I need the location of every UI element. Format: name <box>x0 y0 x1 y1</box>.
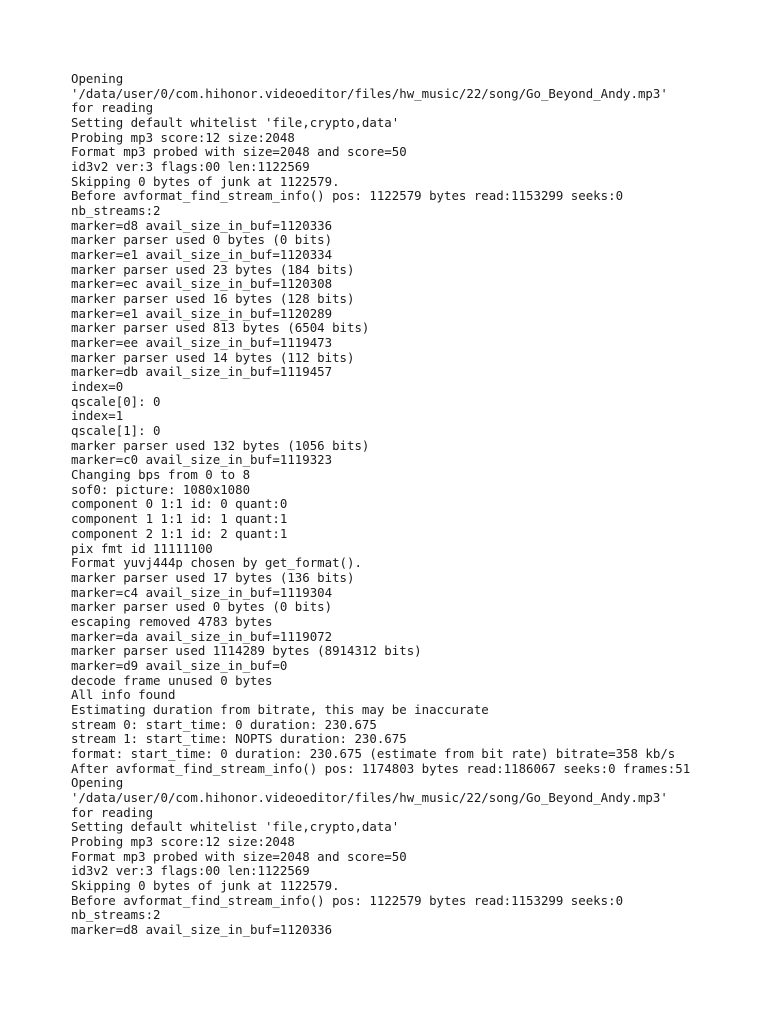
log-line: marker=d8 avail_size_in_buf=1120336 <box>71 921 333 937</box>
log-line: marker parser used 0 bytes (0 bits) <box>71 599 333 615</box>
log-line: Skipping 0 bytes of junk at 1122579. <box>71 173 340 189</box>
log-line: stream 0: start_time: 0 duration: 230.675 <box>71 716 377 732</box>
log-line: Format mp3 probed with size=2048 and score=50 <box>71 848 407 864</box>
log-line: Setting default whitelist 'file,crypto,data' <box>71 115 400 131</box>
log-line: '/data/user/0/com.hihonor.videoeditor/files/hw_music/22/song/Go_Beyond_Andy.mp3' <box>71 85 668 101</box>
log-line: Setting default whitelist 'file,crypto,data' <box>71 819 400 835</box>
log-line: marker parser used 1114289 bytes (8914312 bits) <box>71 643 422 659</box>
log-line: qscale[0]: 0 <box>71 393 161 409</box>
log-line: component 2 1:1 id: 2 quant:1 <box>71 525 288 541</box>
log-line: nb_streams:2 <box>71 907 161 923</box>
log-line: stream 1: start_time: NOPTS duration: 230.675 <box>71 731 407 747</box>
log-line: marker=c4 avail_size_in_buf=1119304 <box>71 584 333 600</box>
log-line: marker=ee avail_size_in_buf=1119473 <box>71 335 333 351</box>
log-line: marker=e1 avail_size_in_buf=1120334 <box>71 247 333 263</box>
log-line: decode frame unused 0 bytes <box>71 672 273 688</box>
log-line: marker=d8 avail_size_in_buf=1120336 <box>71 217 333 233</box>
log-line: Changing bps from 0 to 8 <box>71 467 251 483</box>
log-line: '/data/user/0/com.hihonor.videoeditor/files/hw_music/22/song/Go_Beyond_Andy.mp3' <box>71 789 668 805</box>
log-line: Opening <box>71 71 124 86</box>
log-line: for reading <box>71 804 154 820</box>
log-line: qscale[1]: 0 <box>71 423 161 439</box>
log-line: component 1 1:1 id: 1 quant:1 <box>71 511 288 527</box>
log-line: marker parser used 14 bytes (112 bits) <box>71 349 355 365</box>
log-line: Before avformat_find_stream_info() pos: 1122579 bytes read:1153299 seeks:0 <box>71 892 624 908</box>
log-line: All info found <box>71 687 176 703</box>
log-line: marker=d9 avail_size_in_buf=0 <box>71 657 288 673</box>
log-line: id3v2 ver:3 flags:00 len:1122569 <box>71 863 310 879</box>
log-line: marker parser used 16 bytes (128 bits) <box>71 291 355 307</box>
log-line: for reading <box>71 100 154 116</box>
log-line: Opening <box>71 775 124 791</box>
log-line: marker parser used 17 bytes (136 bits) <box>71 569 355 585</box>
log-line: index=0 <box>71 379 124 395</box>
log-line: Skipping 0 bytes of junk at 1122579. <box>71 877 340 893</box>
log-line: Probing mp3 score:12 size:2048 <box>71 129 295 145</box>
log-line: escaping removed 4783 bytes <box>71 613 273 629</box>
log-line: format: start_time: 0 duration: 230.675 (estimate from bit rate) bitrate=358 kb/s <box>71 745 676 761</box>
log-line: marker parser used 0 bytes (0 bits) <box>71 232 333 248</box>
log-line: Format yuvj444p chosen by get_format(). <box>71 555 362 571</box>
log-line: marker=da avail_size_in_buf=1119072 <box>71 628 333 644</box>
log-line: id3v2 ver:3 flags:00 len:1122569 <box>71 159 310 175</box>
log-line: sof0: picture: 1080x1080 <box>71 481 251 497</box>
log-line: marker parser used 132 bytes (1056 bits) <box>71 437 370 453</box>
log-line: marker=db avail_size_in_buf=1119457 <box>71 364 333 380</box>
log-line: component 0 1:1 id: 0 quant:0 <box>71 496 288 512</box>
log-line: Probing mp3 score:12 size:2048 <box>71 833 295 849</box>
log-line: Format mp3 probed with size=2048 and score=50 <box>71 144 407 160</box>
log-line: marker parser used 23 bytes (184 bits) <box>71 261 355 277</box>
log-line: pix fmt id 11111100 <box>71 540 213 556</box>
log-line: index=1 <box>71 408 124 424</box>
log-line: marker=c0 avail_size_in_buf=1119323 <box>71 452 333 468</box>
log-line: marker=ec avail_size_in_buf=1120308 <box>71 276 333 292</box>
log-line: nb_streams:2 <box>71 203 161 219</box>
log-line: marker parser used 813 bytes (6504 bits) <box>71 320 370 336</box>
log-line: marker=e1 avail_size_in_buf=1120289 <box>71 305 333 321</box>
log-line: After avformat_find_stream_info() pos: 1174803 bytes read:1186067 seeks:0 frames:51 <box>71 760 691 776</box>
log-line: Before avformat_find_stream_info() pos: 1122579 bytes read:1153299 seeks:0 <box>71 188 624 204</box>
log-text-block <box>71 72 761 938</box>
log-line: Estimating duration from bitrate, this may be inaccurate <box>71 701 489 717</box>
